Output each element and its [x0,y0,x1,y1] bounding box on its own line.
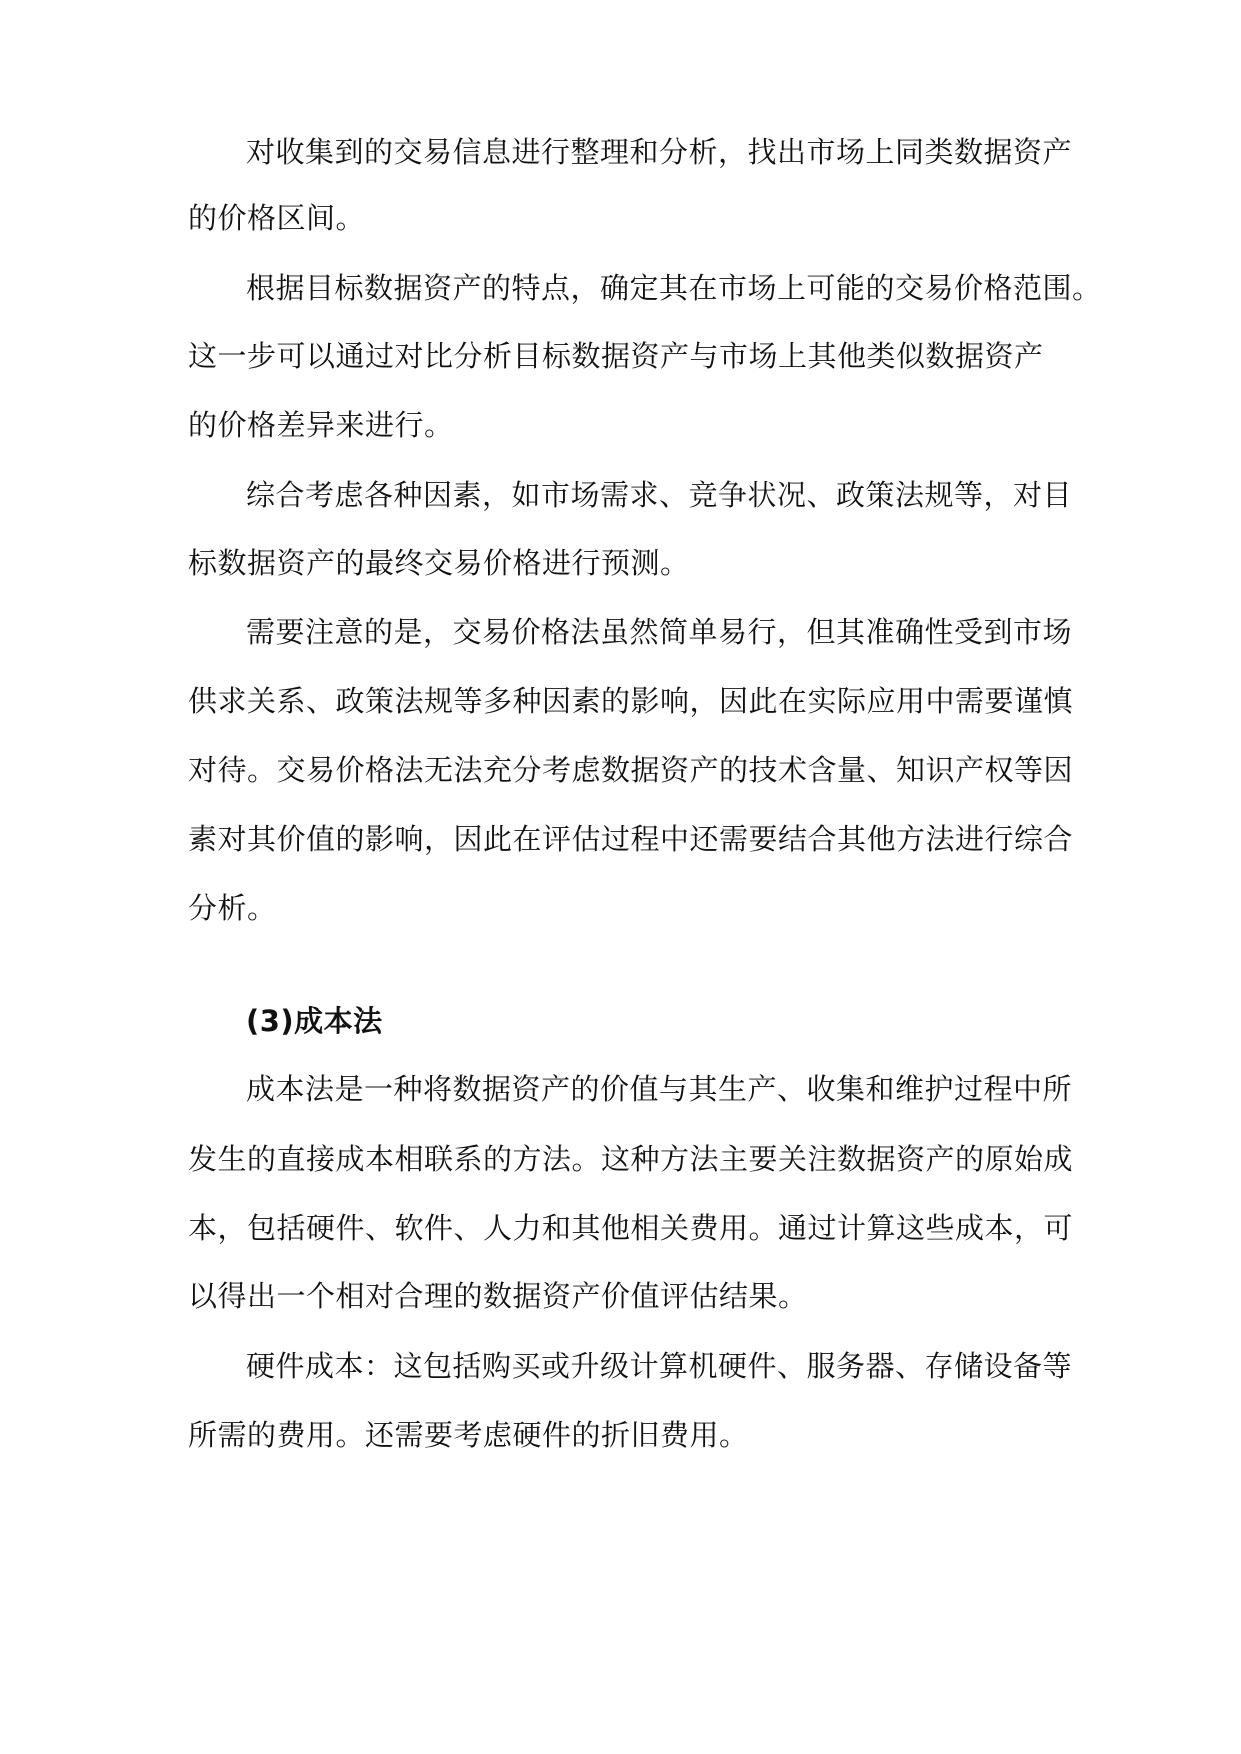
paragraph-5-line-2: 发生的直接成本相联系的方法。这种方法主要关注数据资产的原始成 [188,1142,1074,1176]
paragraph-4-line-3: 对待。交易价格法无法充分考虑数据资产的技术含量、知识产权等因 [188,753,1074,787]
paragraph-1-line-1: 对收集到的交易信息进行整理和分析，找出市场上同类数据资产 [246,135,1073,169]
paragraph-4-line-2: 供求关系、政策法规等多种因素的影响，因此在实际应用中需要谨慎 [188,684,1074,718]
paragraph-6-line-2: 所需的费用。还需要考虑硬件的折旧费用。 [188,1418,749,1452]
paragraph-1-line-2: 的价格区间。 [188,201,366,235]
paragraph-3-line-1: 综合考虑各种因素，如市场需求、竞争状况、政策法规等，对目 [246,478,1073,512]
paragraph-2-line-2: 这一步可以通过对比分析目标数据资产与市场上其他类似数据资产 [188,339,1044,373]
paragraph-5-line-1: 成本法是一种将数据资产的价值与其生产、收集和维护过程中所 [246,1072,1073,1106]
section-heading: (3)成本法 [246,1004,383,1038]
paragraph-5-line-3: 本，包括硬件、软件、人力和其他相关费用。通过计算这些成本，可 [188,1211,1074,1245]
paragraph-2-line-1: 根据目标数据资产的特点，确定其在市场上可能的交易价格范围。 [246,271,1102,305]
paragraph-5-line-4: 以得出一个相对合理的数据资产价值评估结果。 [188,1279,808,1313]
paragraph-4-line-4: 素对其价值的影响，因此在评估过程中还需要结合其他方法进行综合 [188,822,1074,856]
paragraph-4-line-1: 需要注意的是，交易价格法虽然简单易行，但其准确性受到市场 [246,615,1073,649]
paragraph-6-line-1: 硬件成本：这包括购买或升级计算机硬件、服务器、存储设备等 [246,1349,1073,1383]
paragraph-4-line-5: 分析。 [188,891,277,925]
paragraph-3-line-2: 标数据资产的最终交易价格进行预测。 [188,546,690,580]
paragraph-2-line-3: 的价格差异来进行。 [188,408,454,442]
